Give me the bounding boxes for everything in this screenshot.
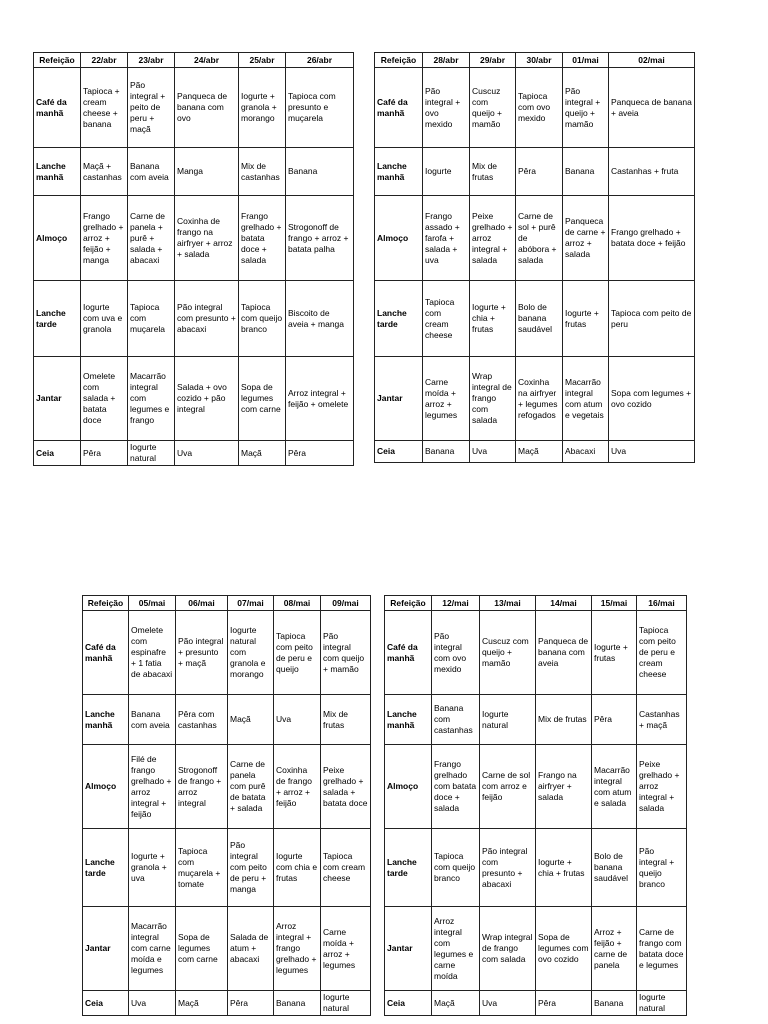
table-row — [375, 441, 695, 463]
meal-item-cell: Manga — [175, 148, 239, 196]
meal-item-cell: Carne moída + arroz + legumes — [423, 357, 470, 441]
meal-item-cell: Iogurte natural — [128, 441, 175, 466]
column-header-date: 07/mai — [228, 596, 274, 611]
header-row — [34, 53, 354, 68]
meal-item-cell: Tapioca + cream cheese + banana — [81, 68, 128, 148]
meal-item-cell: Sopa de legumes com ovo cozido — [536, 907, 592, 991]
meal-name-cell: Ceia — [34, 441, 81, 466]
meal-item-cell: Iogurte + chia + frutas — [536, 829, 592, 907]
meal-item-cell: Banana com aveia — [128, 148, 175, 196]
meal-item-cell: Pão integral + queijo + mamão — [563, 68, 609, 148]
meal-item-cell: Tapioca com cream cheese — [423, 281, 470, 357]
meal-item-cell: Tapioca com queijo branco — [432, 829, 480, 907]
column-header-date: 22/abr — [81, 53, 128, 68]
meal-item-cell: Banana — [563, 148, 609, 196]
meal-item-cell: Uva — [274, 695, 321, 745]
meal-item-cell: Panqueca de banana com aveia — [536, 611, 592, 695]
meal-item-cell: Mix de frutas — [470, 148, 516, 196]
meal-item-cell: Frango grelhado com batata doce + salada — [432, 745, 480, 829]
table-row — [34, 68, 354, 148]
meal-name-cell: Jantar — [375, 357, 423, 441]
meal-item-cell: Macarrão integral com carne moída e legumes — [129, 907, 176, 991]
meal-item-cell: Tapioca com presunto e muçarela — [286, 68, 354, 148]
meal-item-cell: Sopa com legumes + ovo cozido — [609, 357, 695, 441]
meal-item-cell: Mix de castanhas — [239, 148, 286, 196]
table-row — [375, 357, 695, 441]
column-header-date: 02/mai — [609, 53, 695, 68]
meal-name-cell: Ceia — [385, 991, 432, 1016]
meal-item-cell: Maçã + castanhas — [81, 148, 128, 196]
meal-item-cell: Strogonoff de frango + arroz + batata palha — [286, 196, 354, 281]
column-header-date: 05/mai — [129, 596, 176, 611]
meal-plan-table-3 — [82, 595, 371, 1016]
meal-item-cell: Banana com aveia — [129, 695, 176, 745]
meal-item-cell: Iogurte natural — [480, 695, 536, 745]
column-header-date: 23/abr — [128, 53, 175, 68]
meal-item-cell: Pêra — [228, 991, 274, 1016]
meal-plan-table-2 — [374, 52, 695, 463]
meal-item-cell: Carne de sol com arroz e feijão — [480, 745, 536, 829]
meal-name-cell: Lanche manhã — [83, 695, 129, 745]
meal-item-cell: Banana — [286, 148, 354, 196]
table-row — [375, 68, 695, 148]
meal-item-cell: Tapioca com ovo mexido — [516, 68, 563, 148]
meal-item-cell: Iogurte + chia + frutas — [470, 281, 516, 357]
table-row — [385, 745, 687, 829]
meal-item-cell: Tapioca com muçarela — [128, 281, 175, 357]
column-header-date: 26/abr — [286, 53, 354, 68]
meal-item-cell: Abacaxi — [563, 441, 609, 463]
meal-item-cell: Iogurte + granola + uva — [129, 829, 176, 907]
column-header-date: 28/abr — [423, 53, 470, 68]
meal-item-cell: Pão integral com peito de peru + manga — [228, 829, 274, 907]
meal-item-cell: Bolo de banana saudável — [516, 281, 563, 357]
meal-item-cell: Panqueca de banana + aveia — [609, 68, 695, 148]
table-row — [385, 907, 687, 991]
table-row — [34, 357, 354, 441]
meal-item-cell: Uva — [470, 441, 516, 463]
meal-item-cell: Tapioca com queijo branco — [239, 281, 286, 357]
meal-name-cell: Almoço — [83, 745, 129, 829]
meal-name-cell: Almoço — [375, 196, 423, 281]
meal-name-cell: Ceia — [375, 441, 423, 463]
table-row — [34, 196, 354, 281]
meal-item-cell: Pêra com castanhas — [176, 695, 228, 745]
meal-name-cell: Lanche tarde — [34, 281, 81, 357]
meal-item-cell: Banana — [423, 441, 470, 463]
meal-plan-table-1 — [33, 52, 354, 466]
meal-item-cell: Coxinha de frango na airfryer + arroz + salada — [175, 196, 239, 281]
column-header-date: 14/mai — [536, 596, 592, 611]
meal-item-cell: Pão integral + presunto + maçã — [176, 611, 228, 695]
header-row — [375, 53, 695, 68]
table-row — [375, 196, 695, 281]
table-row — [34, 441, 354, 466]
meal-item-cell: Macarrão integral com atum e salada — [592, 745, 637, 829]
meal-item-cell: Uva — [609, 441, 695, 463]
meal-name-cell: Café da manhã — [385, 611, 432, 695]
meal-name-cell: Lanche manhã — [34, 148, 81, 196]
column-header-date: 01/mai — [563, 53, 609, 68]
meal-item-cell: Panqueca de carne + arroz + salada — [563, 196, 609, 281]
meal-item-cell: Iogurte natural com granola e morango — [228, 611, 274, 695]
meal-item-cell: Uva — [175, 441, 239, 466]
meal-item-cell: Biscoito de aveia + manga — [286, 281, 354, 357]
meal-item-cell: Frango grelhado + batata doce + salada — [239, 196, 286, 281]
meal-item-cell: Sopa de legumes com carne — [176, 907, 228, 991]
meal-item-cell: Banana — [592, 991, 637, 1016]
table-row — [83, 745, 371, 829]
meal-item-cell: Pêra — [592, 695, 637, 745]
meal-item-cell: Maçã — [432, 991, 480, 1016]
meal-name-cell: Lanche tarde — [83, 829, 129, 907]
meal-name-cell: Jantar — [385, 907, 432, 991]
table-row — [34, 281, 354, 357]
meal-item-cell: Carne de panela + purê + salada + abacaxi — [128, 196, 175, 281]
meal-item-cell: Macarrão integral com atum e vegetais — [563, 357, 609, 441]
column-header-date: 12/mai — [432, 596, 480, 611]
meal-item-cell: Carne de sol + purê de abóbora + salada — [516, 196, 563, 281]
meal-item-cell: Omelete com espinafre + 1 fatia de abacaxi — [129, 611, 176, 695]
meal-item-cell: Wrap integral de frango com salada — [480, 907, 536, 991]
column-header-meal: Refeição — [34, 53, 81, 68]
meal-item-cell: Iogurte com uva e granola — [81, 281, 128, 357]
meal-item-cell: Pão integral com queijo + mamão — [321, 611, 371, 695]
meal-item-cell: Banana com castanhas — [432, 695, 480, 745]
meal-item-cell: Tapioca com peito de peru e cream cheese — [637, 611, 687, 695]
meal-name-cell: Lanche manhã — [385, 695, 432, 745]
column-header-meal: Refeição — [385, 596, 432, 611]
meal-item-cell: Iogurte + frutas — [592, 611, 637, 695]
meal-item-cell: Maçã — [239, 441, 286, 466]
header-row — [385, 596, 687, 611]
meal-item-cell: Pão integral com ovo mexido — [432, 611, 480, 695]
meal-item-cell: Pão integral + peito de peru + maçã — [128, 68, 175, 148]
meal-item-cell: Banana — [274, 991, 321, 1016]
meal-item-cell: Pão integral com presunto + abacaxi — [480, 829, 536, 907]
header-row — [83, 596, 371, 611]
table-row — [34, 148, 354, 196]
meal-name-cell: Almoço — [385, 745, 432, 829]
meal-name-cell: Café da manhã — [375, 68, 423, 148]
meal-item-cell: Panqueca de banana com ovo — [175, 68, 239, 148]
meal-item-cell: Maçã — [516, 441, 563, 463]
meal-item-cell: Pêra — [516, 148, 563, 196]
meal-item-cell: Sopa de legumes com carne — [239, 357, 286, 441]
meal-item-cell: Tapioca com muçarela + tomate — [176, 829, 228, 907]
meal-item-cell: Salada de atum + abacaxi — [228, 907, 274, 991]
meal-item-cell: Coxinha de frango + arroz + feijão — [274, 745, 321, 829]
meal-item-cell: Frango grelhado + arroz + feijão + manga — [81, 196, 128, 281]
column-header-meal: Refeição — [83, 596, 129, 611]
meal-item-cell: Uva — [129, 991, 176, 1016]
meal-item-cell: Pão integral + ovo mexido — [423, 68, 470, 148]
meal-item-cell: Tapioca com peito de peru — [609, 281, 695, 357]
meal-item-cell: Strogonoff de frango + arroz integral — [176, 745, 228, 829]
meal-item-cell: Arroz integral + feijão + omelete — [286, 357, 354, 441]
table-row — [385, 829, 687, 907]
meal-item-cell: Frango na airfryer + salada — [536, 745, 592, 829]
column-header-date: 06/mai — [176, 596, 228, 611]
meal-item-cell: Iogurte + frutas — [563, 281, 609, 357]
meal-item-cell: Arroz integral com legumes e carne moída — [432, 907, 480, 991]
meal-item-cell: Iogurte natural — [321, 991, 371, 1016]
meal-item-cell: Tapioca com cream cheese — [321, 829, 371, 907]
table-row — [375, 148, 695, 196]
column-header-date: 09/mai — [321, 596, 371, 611]
column-header-date: 15/mai — [592, 596, 637, 611]
meal-item-cell: Arroz integral + frango grelhado + legumes — [274, 907, 321, 991]
meal-name-cell: Ceia — [83, 991, 129, 1016]
table-row — [385, 991, 687, 1016]
meal-plan-table-4 — [384, 595, 687, 1016]
table-row — [83, 611, 371, 695]
meal-item-cell: Iogurte com chia e frutas — [274, 829, 321, 907]
meal-item-cell: Peixe grelhado + arroz integral + salada — [470, 196, 516, 281]
column-header-date: 25/abr — [239, 53, 286, 68]
table-row — [83, 829, 371, 907]
meal-name-cell: Café da manhã — [34, 68, 81, 148]
meal-name-cell: Jantar — [34, 357, 81, 441]
table-row — [83, 695, 371, 745]
table-row — [385, 695, 687, 745]
column-header-meal: Refeição — [375, 53, 423, 68]
column-header-date: 30/abr — [516, 53, 563, 68]
meal-item-cell: Pêra — [536, 991, 592, 1016]
column-header-date: 29/abr — [470, 53, 516, 68]
column-header-date: 16/mai — [637, 596, 687, 611]
meal-name-cell: Lanche tarde — [375, 281, 423, 357]
meal-name-cell: Lanche manhã — [375, 148, 423, 196]
column-header-date: 08/mai — [274, 596, 321, 611]
meal-item-cell: Tapioca com peito de peru e queijo — [274, 611, 321, 695]
table-row — [83, 991, 371, 1016]
meal-item-cell: Iogurte natural — [637, 991, 687, 1016]
meal-item-cell: Maçã — [176, 991, 228, 1016]
column-header-date: 13/mai — [480, 596, 536, 611]
meal-item-cell: Mix de frutas — [321, 695, 371, 745]
meal-item-cell: Omelete com salada + batata doce — [81, 357, 128, 441]
meal-name-cell: Café da manhã — [83, 611, 129, 695]
meal-item-cell: Pão integral com presunto + abacaxi — [175, 281, 239, 357]
meal-item-cell: Castanhas + maçã — [637, 695, 687, 745]
table-row — [385, 611, 687, 695]
meal-item-cell: Iogurte — [423, 148, 470, 196]
meal-item-cell: Pêra — [286, 441, 354, 466]
meal-item-cell: Bolo de banana saudável — [592, 829, 637, 907]
meal-item-cell: Cuscuz com queijo + mamão — [480, 611, 536, 695]
meal-item-cell: Cuscuz com queijo + mamão — [470, 68, 516, 148]
meal-item-cell: Carne moída + arroz + legumes — [321, 907, 371, 991]
meal-item-cell: Filé de frango grelhado + arroz integral + feijão — [129, 745, 176, 829]
meal-name-cell: Almoço — [34, 196, 81, 281]
meal-item-cell: Maçã — [228, 695, 274, 745]
table-row — [375, 281, 695, 357]
meal-item-cell: Frango grelhado + batata doce + feijão — [609, 196, 695, 281]
meal-item-cell: Peixe grelhado + arroz integral + salada — [637, 745, 687, 829]
meal-item-cell: Iogurte + granola + morango — [239, 68, 286, 148]
meal-item-cell: Pão integral + queijo branco — [637, 829, 687, 907]
meal-item-cell: Salada + ovo cozido + pão integral — [175, 357, 239, 441]
meal-item-cell: Castanhas + fruta — [609, 148, 695, 196]
column-header-date: 24/abr — [175, 53, 239, 68]
meal-item-cell: Peixe grelhado + salada + batata doce — [321, 745, 371, 829]
meal-item-cell: Coxinha na airfryer + legumes refogados — [516, 357, 563, 441]
meal-name-cell: Lanche tarde — [385, 829, 432, 907]
meal-item-cell: Carne de panela com purê de batata + salada — [228, 745, 274, 829]
meal-item-cell: Uva — [480, 991, 536, 1016]
meal-item-cell: Frango assado + farofa + salada + uva — [423, 196, 470, 281]
meal-item-cell: Wrap integral de frango com salada — [470, 357, 516, 441]
meal-item-cell: Carne de frango com batata doce e legumes — [637, 907, 687, 991]
table-row — [83, 907, 371, 991]
meal-item-cell: Mix de frutas — [536, 695, 592, 745]
meal-item-cell: Arroz + feijão + carne de panela — [592, 907, 637, 991]
meal-item-cell: Pêra — [81, 441, 128, 466]
meal-name-cell: Jantar — [83, 907, 129, 991]
meal-item-cell: Macarrão integral com legumes e frango — [128, 357, 175, 441]
